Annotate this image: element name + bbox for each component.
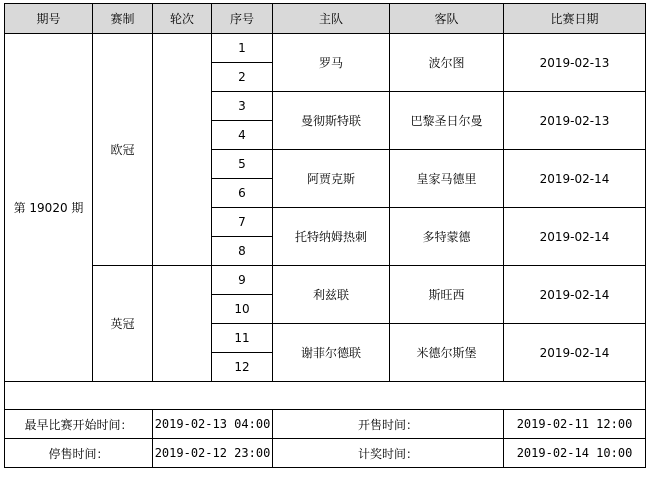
footer-row [5, 439, 646, 468]
group-round [153, 34, 212, 266]
match-date: 2019-02-13 [504, 92, 646, 150]
table-row [5, 266, 646, 295]
home-team: 谢菲尔德联 [273, 324, 390, 382]
seq-cell: 12 [212, 353, 273, 382]
seq-cell: 9 [212, 266, 273, 295]
group-name: 欧冠 [93, 34, 153, 266]
home-team: 阿贾克斯 [273, 150, 390, 208]
seq-cell: 8 [212, 237, 273, 266]
draw-time-label: 计奖时间： [273, 439, 504, 468]
match-date: 2019-02-14 [504, 266, 646, 324]
header-issue: 期号 [5, 4, 93, 34]
header-seq: 序号 [212, 4, 273, 34]
seq-cell: 1 [212, 34, 273, 63]
blank-cell [5, 382, 646, 410]
group-round [153, 266, 212, 382]
footer-row [5, 410, 646, 439]
seq-cell: 4 [212, 121, 273, 150]
away-team: 皇家马德里 [390, 150, 504, 208]
away-team: 波尔图 [390, 34, 504, 92]
header-away: 客队 [390, 4, 504, 34]
draw-time-value: 2019-02-14 10:00 [504, 439, 646, 468]
home-team: 曼彻斯特联 [273, 92, 390, 150]
away-team: 斯旺西 [390, 266, 504, 324]
earliest-start-value: 2019-02-13 04:00 [153, 410, 273, 439]
away-team: 米德尔斯堡 [390, 324, 504, 382]
header-format: 赛制 [93, 4, 153, 34]
match-date: 2019-02-14 [504, 324, 646, 382]
match-date: 2019-02-13 [504, 34, 646, 92]
seq-cell: 7 [212, 208, 273, 237]
home-team: 托特纳姆热刺 [273, 208, 390, 266]
seq-cell: 11 [212, 324, 273, 353]
group-name: 英冠 [93, 266, 153, 382]
sale-stop-value: 2019-02-12 23:00 [153, 439, 273, 468]
seq-cell: 3 [212, 92, 273, 121]
header-home: 主队 [273, 4, 390, 34]
away-team: 多特蒙德 [390, 208, 504, 266]
away-team: 巴黎圣日尔曼 [390, 92, 504, 150]
match-date: 2019-02-14 [504, 150, 646, 208]
schedule-table [4, 3, 646, 468]
match-date: 2019-02-14 [504, 208, 646, 266]
seq-cell: 10 [212, 295, 273, 324]
seq-cell: 2 [212, 63, 273, 92]
home-team: 罗马 [273, 34, 390, 92]
home-team: 利兹联 [273, 266, 390, 324]
header-round: 轮次 [153, 4, 212, 34]
seq-cell: 5 [212, 150, 273, 179]
earliest-start-label: 最早比赛开始时间： [5, 410, 153, 439]
issue-cell: 第 19020 期 [5, 34, 93, 382]
blank-row [5, 382, 646, 410]
table-row [5, 34, 646, 63]
sale-start-label: 开售时间： [273, 410, 504, 439]
sale-start-value: 2019-02-11 12:00 [504, 410, 646, 439]
header-row [5, 4, 646, 34]
seq-cell: 6 [212, 179, 273, 208]
sale-stop-label: 停售时间： [5, 439, 153, 468]
header-date: 比赛日期 [504, 4, 646, 34]
